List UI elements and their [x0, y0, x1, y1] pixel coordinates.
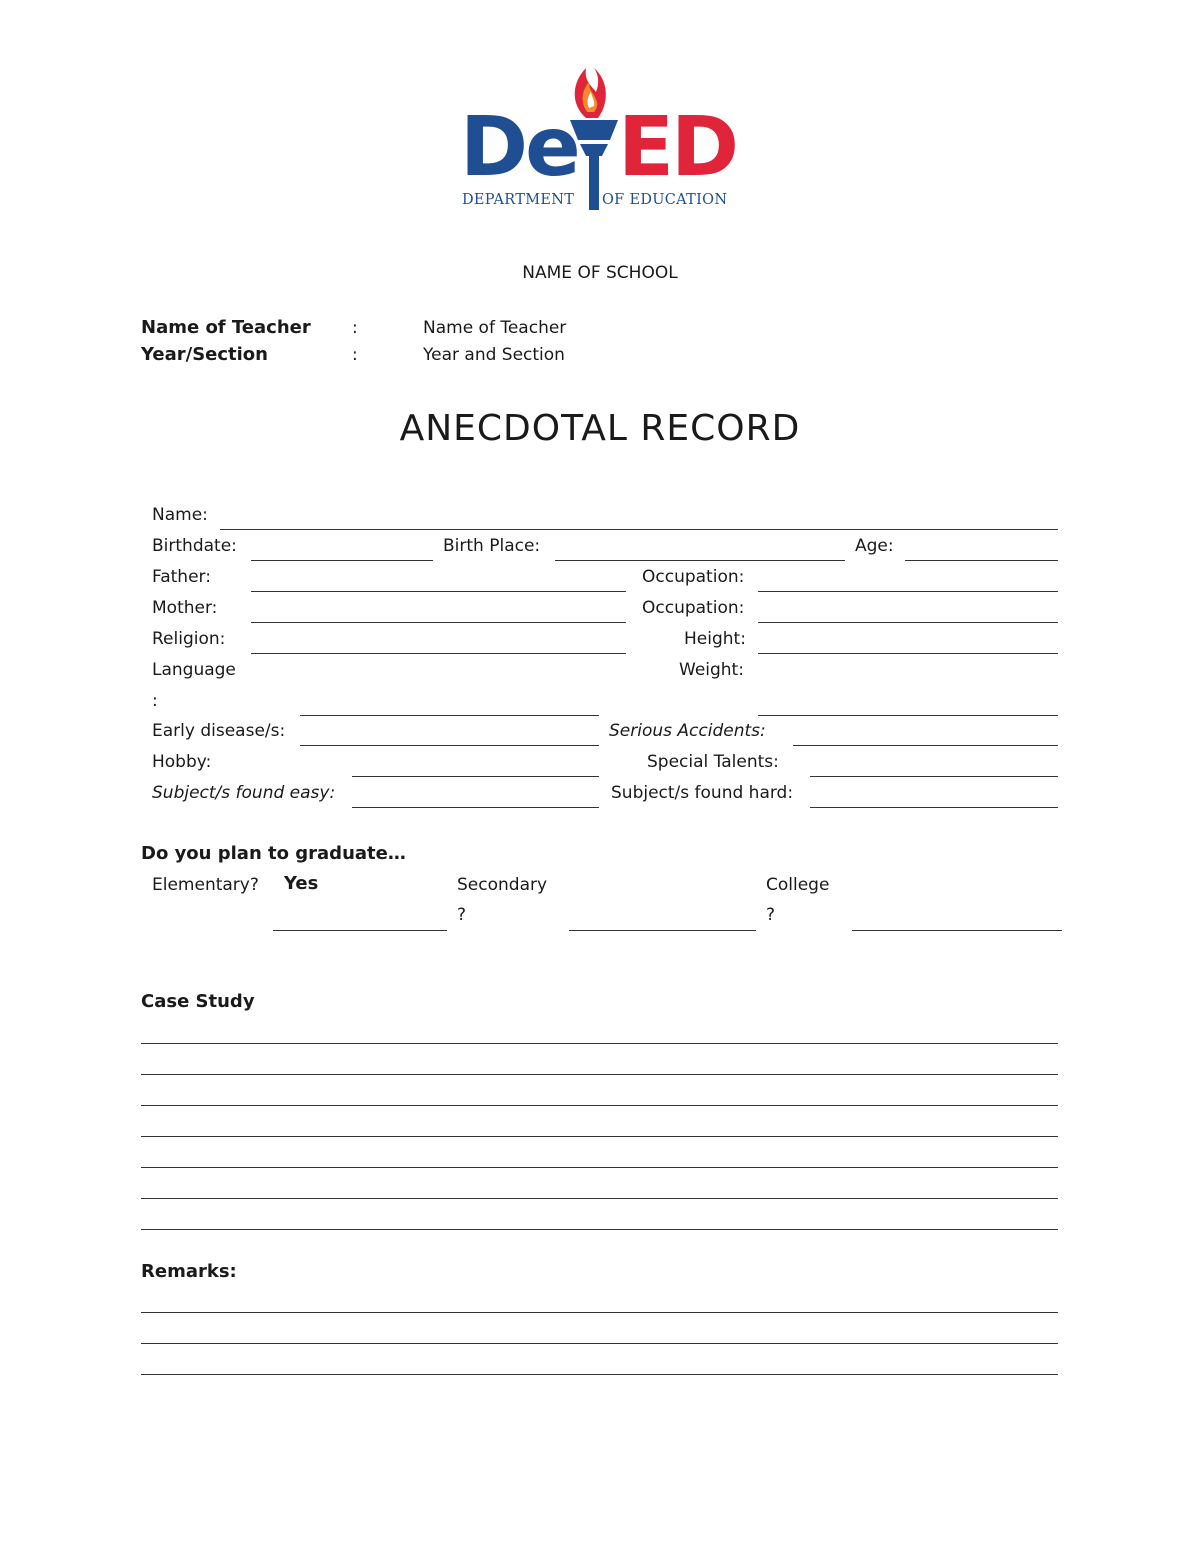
- secondary-field[interactable]: [569, 930, 756, 931]
- case-study-line[interactable]: [141, 1043, 1058, 1044]
- college-field[interactable]: [852, 930, 1062, 931]
- birthdate-field[interactable]: [251, 560, 433, 561]
- birth-place-field[interactable]: [555, 560, 845, 561]
- college-label: College: [766, 875, 830, 895]
- section-label: Year/Section: [141, 344, 268, 365]
- father-occupation-label: Occupation:: [642, 567, 745, 587]
- serious-accidents-label: Serious Accidents:: [609, 721, 766, 741]
- father-label: Father:: [152, 567, 211, 587]
- remarks-heading: Remarks:: [141, 1261, 237, 1282]
- birthdate-label: Birthdate:: [152, 536, 237, 556]
- mother-label: Mother:: [152, 598, 218, 618]
- deped-logo: [458, 60, 748, 210]
- height-label: Height:: [684, 629, 746, 649]
- elementary-answer: Yes: [284, 873, 319, 894]
- father-occupation-field[interactable]: [758, 591, 1058, 592]
- weight-field[interactable]: [758, 715, 1058, 716]
- special-talents-field[interactable]: [810, 776, 1058, 777]
- mother-field[interactable]: [251, 622, 626, 623]
- case-study-line[interactable]: [141, 1167, 1058, 1168]
- school-name: NAME OF SCHOOL: [522, 263, 678, 283]
- name-field[interactable]: [220, 529, 1058, 530]
- case-study-heading: Case Study: [141, 991, 255, 1012]
- case-study-line[interactable]: [141, 1136, 1058, 1137]
- svg-text:DEPARTMENT: DEPARTMENT: [462, 192, 575, 208]
- teacher-label: Name of Teacher: [141, 317, 311, 338]
- page-title: ANECDOTAL RECORD: [399, 408, 801, 449]
- remarks-line[interactable]: [141, 1374, 1058, 1375]
- early-disease-field[interactable]: [300, 745, 599, 746]
- father-field[interactable]: [251, 591, 626, 592]
- mother-occupation-label: Occupation:: [642, 598, 745, 618]
- subject-easy-label: Subject/s found easy:: [152, 783, 336, 803]
- hobby-field[interactable]: [352, 776, 599, 777]
- language-label: Language: [152, 660, 236, 680]
- graduate-heading: Do you plan to graduate…: [141, 843, 406, 864]
- name-label: Name:: [152, 505, 208, 525]
- remarks-line[interactable]: [141, 1312, 1058, 1313]
- elementary-field[interactable]: [273, 930, 447, 931]
- language-colon: :: [152, 691, 158, 711]
- case-study-line[interactable]: [141, 1074, 1058, 1075]
- mother-occupation-field[interactable]: [758, 622, 1058, 623]
- height-field[interactable]: [758, 653, 1058, 654]
- early-disease-label: Early disease/s:: [152, 721, 286, 741]
- college-question-mark: ?: [766, 905, 776, 925]
- teacher-value: Name of Teacher: [423, 318, 567, 338]
- case-study-line[interactable]: [141, 1105, 1058, 1106]
- teacher-colon: :: [352, 318, 358, 338]
- special-talents-label: Special Talents:: [647, 752, 779, 772]
- subject-easy-field[interactable]: [352, 807, 599, 808]
- serious-accidents-field[interactable]: [793, 745, 1058, 746]
- case-study-line[interactable]: [141, 1229, 1058, 1230]
- svg-text:ED: ED: [618, 100, 737, 195]
- hobby-label: Hobby:: [152, 752, 212, 772]
- subject-hard-field[interactable]: [810, 807, 1058, 808]
- weight-label: Weight:: [679, 660, 744, 680]
- section-value: Year and Section: [423, 345, 565, 365]
- religion-label: Religion:: [152, 629, 226, 649]
- case-study-line[interactable]: [141, 1198, 1058, 1199]
- secondary-label: Secondary: [457, 875, 548, 895]
- section-colon: :: [352, 345, 358, 365]
- subject-hard-label: Subject/s found hard:: [611, 783, 794, 803]
- religion-field[interactable]: [251, 653, 626, 654]
- svg-text:OF EDUCATION: OF EDUCATION: [602, 192, 728, 208]
- remarks-line[interactable]: [141, 1343, 1058, 1344]
- torch-flame-icon: [575, 68, 606, 118]
- elementary-label: Elementary?: [152, 875, 259, 895]
- age-field[interactable]: [905, 560, 1058, 561]
- age-label: Age:: [855, 536, 894, 556]
- birth-place-label: Birth Place:: [443, 536, 541, 556]
- svg-text:De: De: [460, 100, 578, 195]
- language-field[interactable]: [300, 715, 599, 716]
- secondary-question-mark: ?: [457, 905, 467, 925]
